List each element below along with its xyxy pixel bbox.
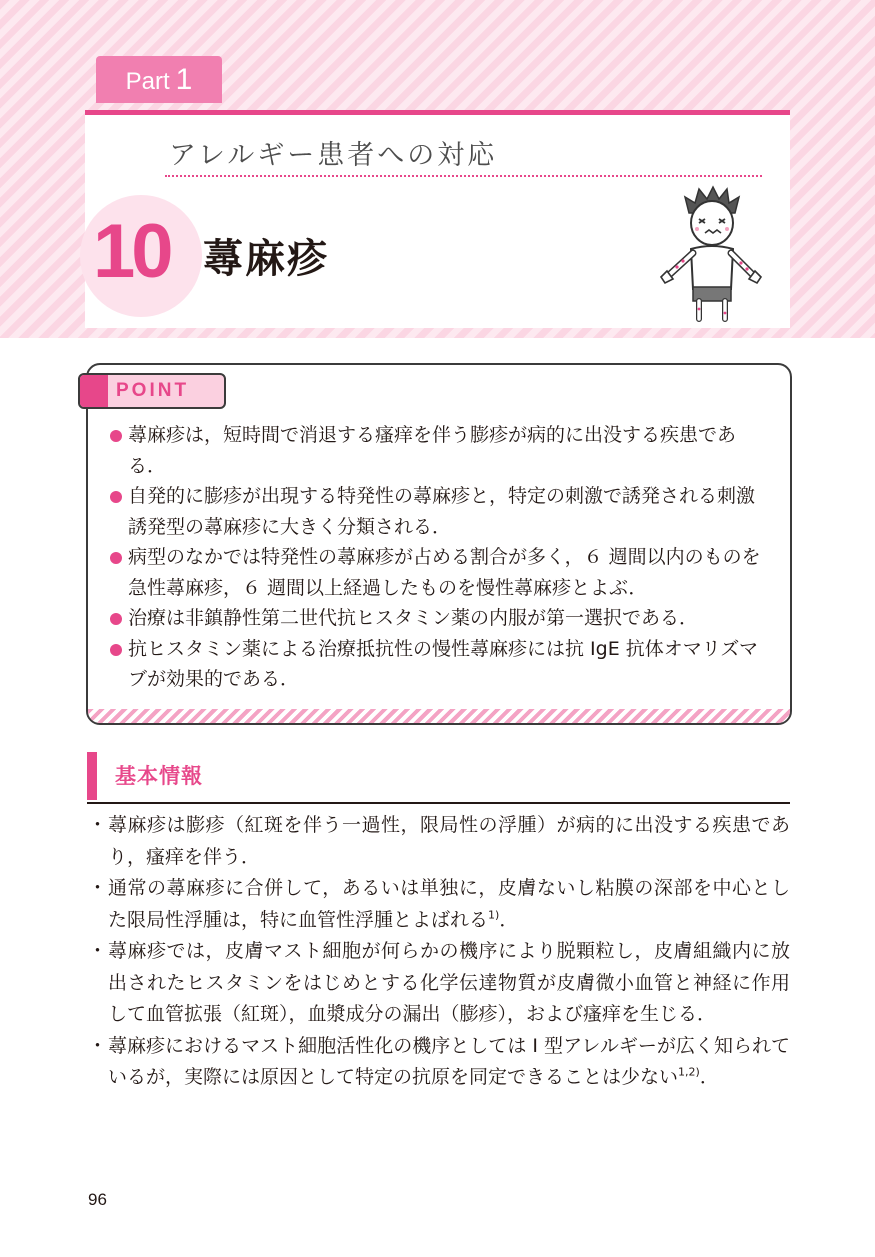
basic-info-item [84, 810, 790, 873]
point-item [110, 542, 772, 603]
section-heading-bar [87, 752, 97, 800]
point-item [110, 420, 772, 481]
bullet-dot-icon [110, 430, 122, 442]
basic-info-item [84, 873, 790, 936]
part-subtitle: アレルギー患者への対応 [169, 140, 498, 171]
point-list [110, 420, 772, 695]
bullet-marker: ・ [88, 940, 108, 962]
section-heading: 基本情報 [115, 764, 203, 788]
bullet-dot-icon [110, 552, 122, 564]
basic-info-item [84, 1031, 790, 1094]
section-divider [87, 802, 790, 804]
reference-mark: 1) [488, 908, 500, 922]
point-item [110, 634, 772, 695]
point-text: 自発的に膨疹が出現する特発性の蕁麻疹と，特定の刺激で誘発される刺激誘発型の蕁麻疹に大きく分類される． [128, 485, 756, 538]
basic-info-text: 通常の蕁麻疹に合併して，あるいは単独に，皮膚ないし粘膜の深部を中心とした限局性浮腫は，特に血管性浮腫とよばれる [108, 877, 790, 931]
itchy-child-illustration-icon [655, 183, 767, 323]
bullet-dot-icon [110, 644, 122, 656]
sentence-end: ． [699, 1066, 719, 1088]
part-tab [96, 56, 222, 103]
basic-info-text: 蕁麻疹は膨疹（紅斑を伴う一過性，限局性の浮腫）が病的に出没する疾患であり，瘙痒を伴う． [108, 814, 790, 868]
sentence-end: ． [499, 908, 519, 931]
point-text: 蕁麻疹は，短時間で消退する瘙痒を伴う膨疹が病的に出没する疾患である． [128, 424, 737, 477]
point-text: 病型のなかでは特発性の蕁麻疹が占める割合が多く，６ 週間以内のものを急性蕁麻疹，６ 週間以上経過したものを慢性蕁麻疹とよぶ． [128, 546, 761, 599]
point-tab [78, 373, 226, 409]
bullet-dot-icon [110, 613, 122, 625]
basic-info-item [84, 936, 790, 1031]
reference-mark: 1,2) [678, 1065, 700, 1079]
point-item [110, 481, 772, 542]
bullet-marker: ・ [88, 814, 108, 836]
bullet-marker: ・ [88, 1034, 108, 1057]
bullet-marker: ・ [88, 877, 108, 899]
chapter-number: 10 [93, 209, 170, 294]
point-item [110, 603, 772, 634]
basic-info-text: 蕁麻疹におけるマスト細胞活性化の機序としては I 型アレルギーが広く知られているが，実際には原因として特定の抗原を同定できることは少ない [108, 1034, 790, 1088]
point-text: 抗ヒスタミン薬による治療抵抗性の慢性蕁麻疹には抗 IgE 抗体オマリズマブが効果的である． [128, 637, 758, 690]
point-text: 治療は非鎮静性第二世代抗ヒスタミン薬の内服が第一選択である． [128, 607, 699, 629]
bullet-dot-icon [110, 491, 122, 503]
page-number: 96 [88, 1190, 107, 1209]
dotted-divider [165, 175, 762, 177]
basic-info-text: 蕁麻疹では，皮膚マスト細胞が何らかの機序により脱顆粒し，皮膚組織内に放出されたヒスタミンをはじめとする化学伝達物質が皮膚微小血管と神経に作用して血管拡張（紅斑），血漿成分の漏出（膨疹），および瘙痒を生じる． [108, 940, 790, 1025]
point-label: POINT [116, 380, 190, 401]
chapter-header-card [85, 110, 790, 328]
point-box-stripe [88, 709, 790, 723]
basic-info-list [84, 810, 790, 1094]
part-number: 1 [175, 63, 193, 96]
point-tab-accent [80, 375, 108, 407]
chapter-title: 蕁麻疹 [203, 236, 329, 282]
part-word: Part [125, 68, 170, 95]
